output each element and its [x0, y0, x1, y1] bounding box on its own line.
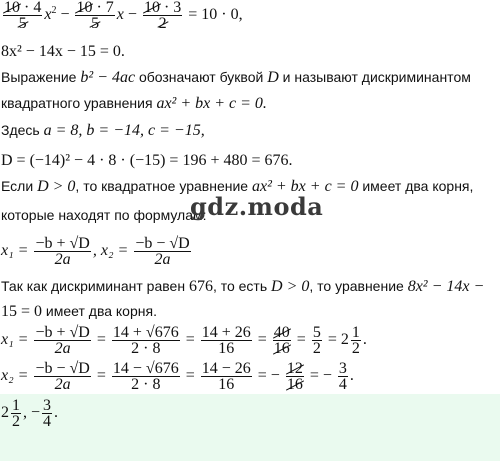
roots-formula: x₁ = $\frac{-b + √D}{2a}$ , x₂ = $\frac{-b - √D}{2a}$: [1, 235, 190, 268]
root-x2-line: x₂ = $\frac{-b - √D}{2a}$ = $\frac{14 - √676}{2 \cdot 8}$ = $\frac{14 - 26}{16}$ = − $\frac{12}{16}$ = − $\frac{3}{4}$ .: [1, 360, 354, 393]
equation-line-1: $\frac{10 \cdot 4}{5}$ $x^2$ − $\frac{10 \cdot 7}{5}$ x − $\frac{10 \cdot 3}{2}$ = 10 · 0,: [4, 0, 243, 32]
root-x1-line: x₁ = $\frac{-b + √D}{2a}$ = $\frac{14 + √676}{2 \cdot 8}$ = $\frac{14 + 26}{16}$ = $\frac{40}{16}$ = $\frac{5}{2}$ = 2 $\frac{1}{2}$ .: [1, 324, 367, 357]
equation-line-2: 8x² − 14x − 15 = 0.: [1, 43, 125, 60]
condition-line-2: которые находят по формулам:: [1, 207, 207, 223]
definition-line-2: квадратного уравнения ax² + bx + c = 0.: [1, 95, 267, 112]
since-line-1: Так как дискриминант равен 676, то есть D > 0, то уравнение 8x² − 14x −: [1, 278, 485, 295]
coefficients-line: Здесь a = 8, b = −14, c = −15,: [1, 122, 205, 139]
since-line-2: 15 = 0 имеет два корня.: [1, 303, 157, 320]
answer-highlight: [0, 394, 500, 461]
watermark-logo: gdz.moda: [190, 192, 324, 221]
answer-line: 2 $\frac{1}{2}$ , − $\frac{3}{4}$ .: [1, 397, 59, 430]
discriminant-line: D = (−14)² − 4 · 8 · (−15) = 196 + 480 = 676.: [1, 152, 293, 169]
condition-line-1: Если D > 0, то квадратное уравнение ax² + bx + c = 0 имеет два корня,: [1, 178, 474, 195]
definition-line-1: Выражение b² − 4ac обозначают буквой D и называют дискриминантом: [1, 69, 471, 86]
